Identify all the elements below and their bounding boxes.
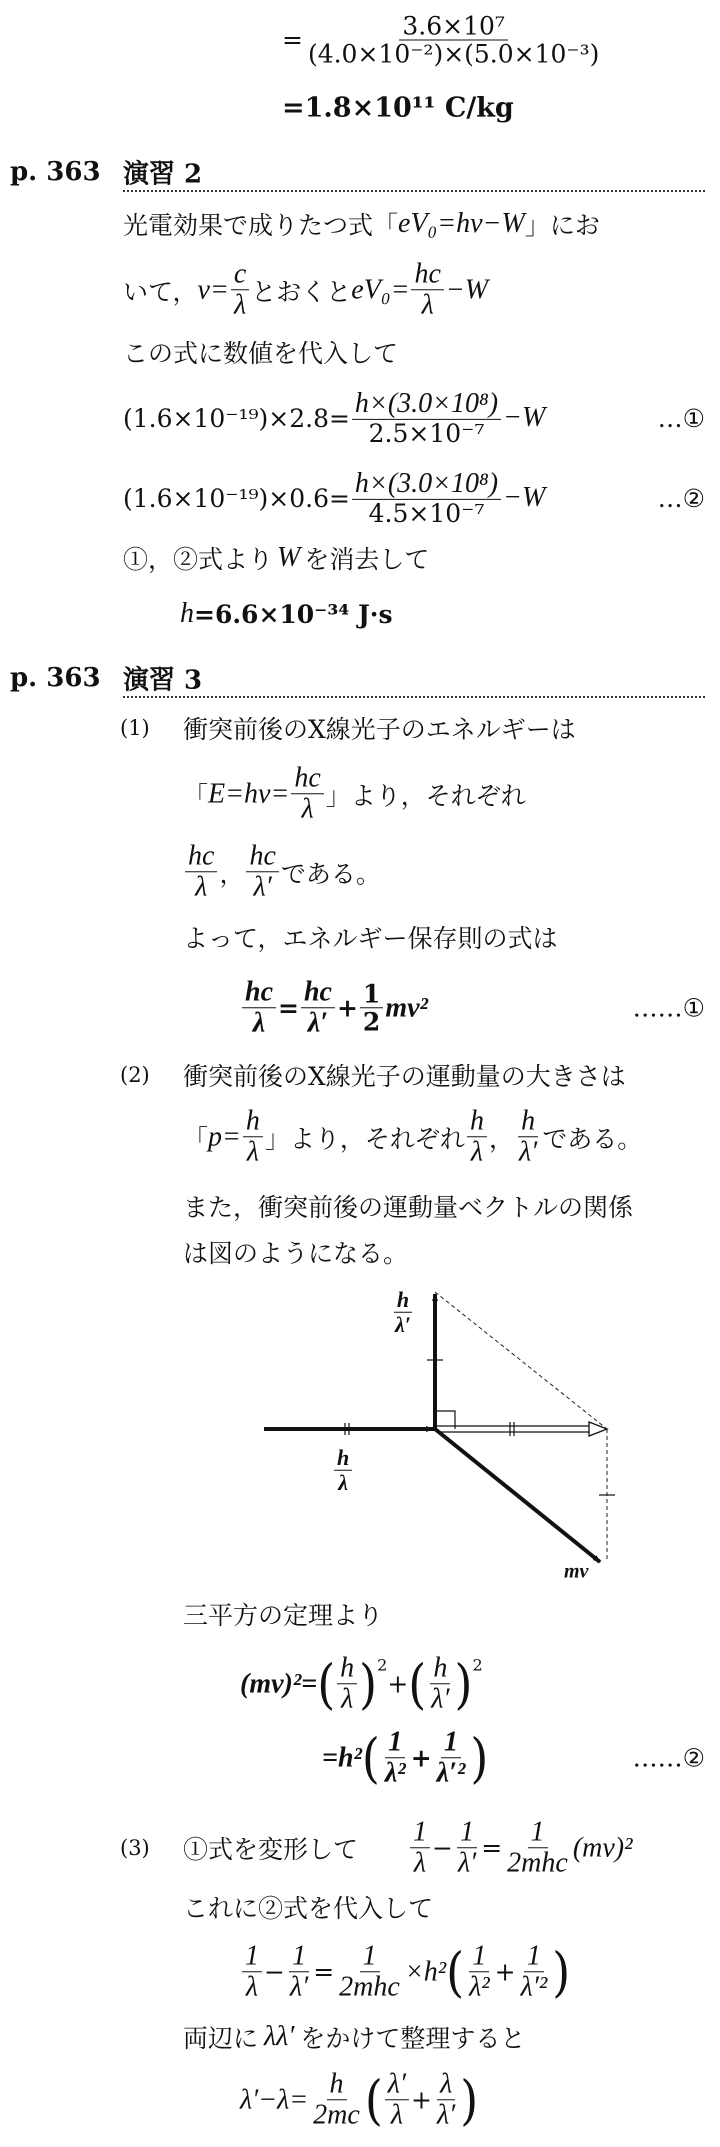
fraction — [516, 1106, 540, 1167]
fraction — [411, 259, 443, 320]
ratio-result: =1.8×10¹¹ C/kg — [282, 92, 514, 124]
fraction — [352, 469, 501, 527]
numerator: hc — [411, 259, 443, 290]
denominator: λ — [233, 289, 247, 321]
plus: + — [336, 993, 358, 1023]
text-line — [183, 2019, 525, 2055]
lhs: =h² — [322, 1742, 362, 1773]
dotted-divider — [123, 190, 705, 192]
formula: p= — [208, 1121, 241, 1152]
text: をかけて整理すると — [300, 2024, 526, 2053]
fraction — [305, 13, 602, 68]
text: である。 — [542, 1124, 643, 1153]
plus: + — [494, 1957, 516, 1987]
text: ， — [219, 859, 245, 888]
formula: (mv)² — [572, 1832, 633, 1863]
denominator: λ — [470, 1136, 483, 1168]
fraction — [291, 763, 323, 824]
fraction — [246, 841, 278, 902]
fraction — [466, 1941, 493, 2002]
equals: = — [282, 25, 303, 55]
denominator: λ′ — [518, 1136, 538, 1168]
numerator: 1 — [457, 1817, 477, 1848]
momentum-vector-diagram — [0, 1280, 720, 1600]
formula: ×h² — [404, 1956, 447, 1987]
formula: mv² — [385, 992, 428, 1023]
numerator: 1 — [385, 1727, 405, 1758]
text: である。 — [280, 859, 381, 888]
text: とおくと — [251, 277, 352, 306]
numerator: h — [430, 1653, 450, 1684]
denominator: λ — [195, 871, 208, 903]
paren: ) — [470, 1726, 489, 1790]
numerator: h×(3.0×10⁸) — [352, 389, 501, 420]
label-mv: mv — [564, 1560, 589, 1583]
fraction — [310, 2069, 363, 2130]
denominator: λ² — [469, 1971, 490, 2003]
denominator: λ² — [384, 1757, 406, 1789]
equation-1 — [123, 389, 705, 447]
minus: − — [432, 1833, 453, 1863]
numerator: 1 — [528, 1817, 548, 1848]
paren: ) — [454, 1652, 473, 1716]
paren: ( — [361, 1726, 380, 1790]
plus: + — [387, 1669, 409, 1699]
fraction — [504, 1817, 571, 1878]
fraction — [428, 1653, 452, 1714]
equation-number: …② — [657, 483, 705, 513]
paren: ( — [408, 1652, 427, 1716]
numerator: 1 — [524, 1941, 544, 1972]
numerator: h — [243, 1106, 263, 1137]
lhs: (1.6×10⁻¹⁹)×0.6= — [123, 483, 350, 513]
denominator: λ′² — [520, 1971, 548, 2003]
text: 」より，それぞれ — [264, 1124, 465, 1153]
fraction — [337, 1653, 357, 1714]
exercise-title: 演習 2 — [123, 159, 203, 190]
fraction — [434, 1727, 469, 1788]
fraction — [185, 841, 217, 902]
paren: ( — [446, 1940, 465, 2004]
paren: ( — [317, 1652, 336, 1716]
numerator: hc — [301, 977, 335, 1008]
text: 「 — [183, 1124, 209, 1153]
minus: − — [264, 1957, 285, 1987]
fraction — [467, 1106, 487, 1167]
equation-number: …① — [657, 403, 705, 433]
numerator: 1 — [289, 1941, 309, 1972]
text-line: また，衝突前後の運動量ベクトルの関係 — [183, 1193, 634, 1222]
numerator: h — [518, 1106, 538, 1137]
lhs: (mv)²= — [240, 1668, 318, 1699]
fraction — [301, 977, 335, 1038]
item-number: (1) — [120, 716, 150, 740]
formula: −W — [503, 401, 546, 433]
equation-2 — [123, 469, 705, 527]
label-h-over-lambda-prime — [390, 1288, 416, 1337]
label-h-over-lambda — [332, 1446, 354, 1495]
denominator: 2mhc — [339, 1971, 400, 2003]
equals: = — [481, 1833, 503, 1863]
text-line: よって，エネルギー保存則の式は — [183, 924, 558, 953]
equation-number: ……② — [632, 1743, 705, 1773]
text-line: これに②式を代入して — [183, 1894, 434, 1923]
denominator: λ′ — [289, 1971, 309, 2003]
text-line: 衝突前後のX線光子の運動量の大きさは — [183, 1062, 626, 1091]
fraction — [455, 1817, 479, 1878]
lhs: (1.6×10⁻¹⁹)×2.8= — [123, 403, 350, 433]
text-line: 衝突前後のX線光子のエネルギーは — [183, 715, 576, 744]
text: 光電効果で成りたつ式「 — [123, 211, 399, 240]
formula: eV₀= — [351, 274, 410, 305]
denominator: λ — [338, 1469, 348, 1495]
fraction — [243, 1106, 263, 1167]
text: を消去して — [304, 545, 430, 574]
numerator: hc — [291, 763, 323, 794]
numerator: 1 — [441, 1727, 461, 1758]
formula: eV₀=hν−W — [398, 208, 525, 239]
hollow-momentum-arrow — [437, 1422, 607, 1436]
formula: λλ′ — [264, 2021, 295, 2052]
denominator: λ′² — [436, 1757, 466, 1789]
numerator: h — [334, 1446, 352, 1471]
numerator: 1 — [360, 1941, 380, 1972]
equals: = — [313, 1957, 335, 1987]
formula: −W — [445, 274, 489, 305]
text: 両辺に — [183, 2024, 259, 2053]
text: 「 — [183, 781, 209, 810]
text-line: 三平方の定理より — [183, 1601, 384, 1630]
text: 」にお — [524, 211, 600, 240]
formula: W — [277, 542, 301, 573]
fraction — [392, 1288, 414, 1337]
answer-planck — [180, 598, 393, 630]
dashed-guide — [435, 1292, 607, 1429]
text-line: この式に数値を代入して — [123, 339, 399, 368]
denominator: λ′ — [431, 1683, 450, 1715]
denominator: 4.5×10⁻⁷ — [368, 499, 485, 529]
text: ①，②式より — [123, 545, 274, 574]
ratio-equation — [282, 13, 604, 68]
text-line — [123, 540, 429, 576]
exercise-title: 演習 3 — [123, 665, 203, 696]
equals: = — [278, 993, 299, 1023]
fraction — [385, 2069, 409, 2130]
electron-momentum-arrow — [435, 1429, 600, 1562]
denominator: λ′ — [395, 1311, 411, 1337]
fraction — [334, 1446, 352, 1495]
formula: E=hν= — [208, 778, 290, 809]
numerator: h×(3.0×10⁸) — [352, 469, 501, 500]
denominator: λ — [341, 1683, 354, 1715]
denominator: λ — [421, 289, 434, 321]
numerator: hc — [246, 841, 278, 872]
text-line — [183, 841, 381, 902]
text-line: は図のようになる。 — [183, 1239, 409, 1268]
denominator: λ — [246, 1136, 259, 1168]
plus: + — [411, 2085, 432, 2115]
denominator: λ′ — [457, 1847, 477, 1879]
answer: =6.6×10⁻³⁴ J·s — [194, 599, 393, 629]
denominator: λ — [301, 793, 314, 825]
denominator: 2.5×10⁻⁷ — [368, 419, 485, 449]
exponent: 2 — [472, 1655, 483, 1675]
numerator: h — [467, 1106, 487, 1137]
numerator: λ — [437, 2069, 455, 2100]
page-ref: p. 363 — [10, 157, 101, 187]
pythagoras-equation — [240, 1653, 483, 1714]
text-line — [183, 1106, 642, 1167]
denominator: λ — [413, 1847, 427, 1879]
numerator: 1 — [360, 981, 383, 1009]
denominator: 2 — [362, 1007, 381, 1037]
numerator: h — [327, 2069, 347, 2100]
text-line — [183, 763, 526, 824]
denominator: λ′ — [307, 1007, 329, 1039]
substituted-equation — [240, 1941, 570, 2002]
denominator: λ′ — [437, 2099, 456, 2131]
item-number: (2) — [120, 1063, 150, 1087]
compton-equation — [240, 2069, 478, 2130]
numerator: h — [394, 1288, 412, 1313]
fraction — [410, 1817, 430, 1878]
numerator: c — [231, 259, 249, 290]
text-line — [123, 259, 488, 320]
exponent: 2 — [377, 1655, 388, 1675]
fraction — [231, 259, 249, 320]
numerator: 1 — [242, 1941, 262, 1972]
fraction — [360, 981, 383, 1036]
paren: ) — [552, 1940, 571, 2004]
page-ref: p. 363 — [10, 663, 101, 693]
denominator: λ — [245, 1971, 259, 2003]
numerator: 1 — [410, 1817, 430, 1848]
text: いて， — [123, 277, 198, 306]
text-line: ①式を変形して — [183, 1835, 359, 1864]
fraction — [242, 977, 276, 1038]
fraction — [434, 2069, 458, 2130]
denominator: λ′ — [253, 871, 272, 903]
denominator: 2mhc — [507, 1847, 568, 1879]
numerator: hc — [242, 977, 276, 1008]
numerator: λ′ — [385, 2069, 409, 2100]
numerator: h — [337, 1653, 357, 1684]
numerator: 1 — [469, 1941, 489, 1972]
formula: ν= — [197, 274, 229, 305]
dotted-divider — [123, 696, 705, 698]
text: 」より，それぞれ — [325, 781, 526, 810]
lhs: λ′−λ= — [240, 2084, 309, 2115]
denominator: 2mc — [313, 2099, 360, 2131]
text: ， — [488, 1124, 514, 1153]
momentum-squared-result — [322, 1727, 705, 1788]
fraction — [287, 1941, 311, 2002]
fraction — [352, 389, 501, 447]
numerator: 3.6×10⁷ — [399, 13, 508, 41]
paren: ) — [460, 2068, 479, 2132]
fraction — [382, 1727, 409, 1788]
fraction — [518, 1941, 551, 2002]
text-line — [123, 206, 600, 242]
plus: + — [410, 1743, 432, 1773]
transformed-equation — [408, 1817, 633, 1878]
denominator: (4.0×10⁻²)×(5.0×10⁻³) — [307, 39, 600, 69]
fraction — [336, 1941, 403, 2002]
formula: −W — [503, 481, 546, 513]
paren: ) — [359, 1652, 378, 1716]
formula: h — [180, 598, 194, 629]
denominator: λ — [390, 2099, 403, 2131]
numerator: hc — [185, 841, 217, 872]
paren: ( — [364, 2068, 383, 2132]
fraction — [242, 1941, 262, 2002]
equation-number: ……① — [632, 993, 705, 1023]
denominator: λ — [252, 1007, 266, 1039]
energy-conservation-equation — [240, 977, 705, 1038]
item-number: (3) — [120, 1836, 150, 1860]
